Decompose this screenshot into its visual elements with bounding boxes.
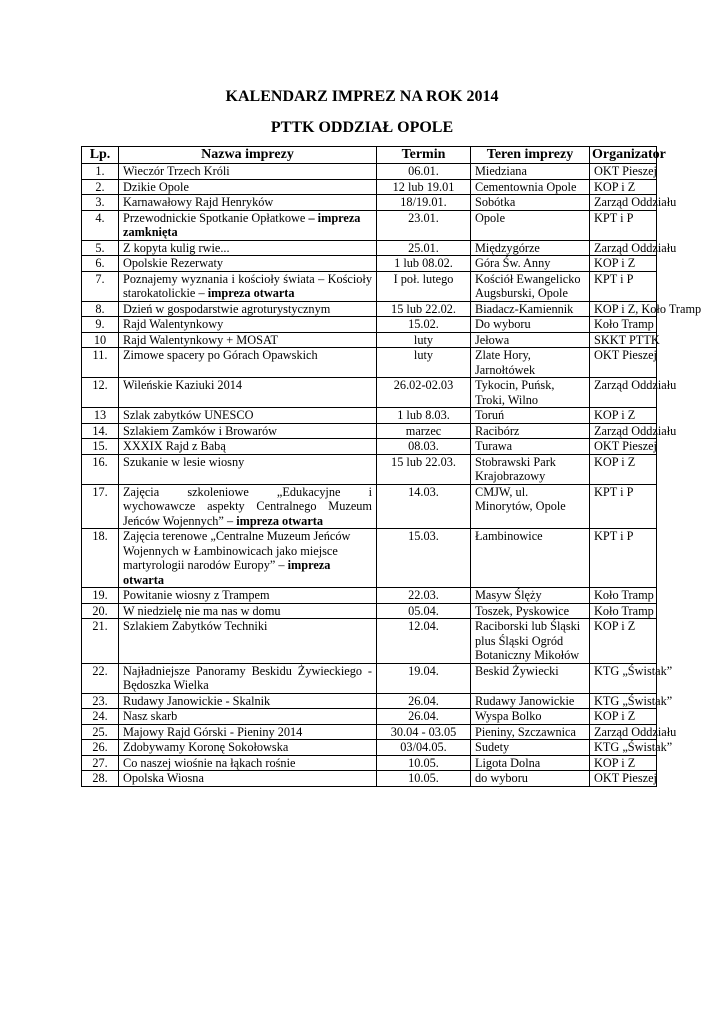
row-area: CMJW, ul. Minorytów, Opole <box>471 484 590 529</box>
row-term: 08.03. <box>377 439 471 455</box>
row-term: 15.03. <box>377 529 471 588</box>
row-area: Toruń <box>471 408 590 424</box>
row-area: Miedziana <box>471 164 590 180</box>
row-term: 10.05. <box>377 755 471 771</box>
header-area: Teren imprezy <box>471 147 590 164</box>
event-name: Poznajemy wyznania i kościoły świata – Kościoły starokatolickie – <box>123 271 372 300</box>
row-name: Zdobywamy Koronę Sokołowska <box>119 740 377 756</box>
row-area: Turawa <box>471 439 590 455</box>
row-organizer: Zarząd Oddziału <box>590 195 657 211</box>
row-organizer: Zarząd Oddziału <box>590 423 657 439</box>
row-area: Biadacz-Kamiennik <box>471 301 590 317</box>
row-term: 1 lub 8.03. <box>377 408 471 424</box>
row-area: Rudawy Janowickie <box>471 693 590 709</box>
row-name <box>119 271 377 301</box>
table-row <box>82 619 657 664</box>
row-term: 1 lub 08.02. <box>377 256 471 272</box>
row-organizer: KPT i P <box>590 271 657 301</box>
table-row <box>82 484 657 529</box>
row-name: Rudawy Janowickie - Skalnik <box>119 693 377 709</box>
row-term: 30.04 - 03.05 <box>377 724 471 740</box>
row-lp: 17. <box>82 484 119 529</box>
row-name: Z kopyta kulig rwie... <box>119 240 377 256</box>
row-lp: 21. <box>82 619 119 664</box>
row-lp: 4. <box>82 210 119 240</box>
row-area: Sudety <box>471 740 590 756</box>
table-row <box>82 439 657 455</box>
row-organizer: KOP i Z <box>590 408 657 424</box>
row-lp: 14. <box>82 423 119 439</box>
row-lp: 9. <box>82 317 119 333</box>
row-area: Racibórz <box>471 423 590 439</box>
row-term: marzec <box>377 423 471 439</box>
row-area: Wyspa Bolko <box>471 709 590 725</box>
row-organizer: KOP i Z <box>590 256 657 272</box>
row-name: Szlakiem Zamków i Browarów <box>119 423 377 439</box>
row-name: Rajd Walentynkowy <box>119 317 377 333</box>
row-term: luty <box>377 332 471 348</box>
row-name: Wieczór Trzech Króli <box>119 164 377 180</box>
row-lp: 23. <box>82 693 119 709</box>
row-lp: 8. <box>82 301 119 317</box>
event-name: Przewodnickie Spotkanie Opłatkowe <box>123 210 306 225</box>
row-area: Sobótka <box>471 195 590 211</box>
row-name: Szukanie w lesie wiosny <box>119 454 377 484</box>
row-area: Pieniny, Szczawnica <box>471 724 590 740</box>
row-organizer: KPT i P <box>590 484 657 529</box>
row-term: 25.01. <box>377 240 471 256</box>
event-note: – impreza zamknięta <box>123 210 361 239</box>
row-area: Zlate Hory, Jarnołtówek <box>471 348 590 378</box>
row-lp: 11. <box>82 348 119 378</box>
row-lp: 25. <box>82 724 119 740</box>
table-row <box>82 755 657 771</box>
row-name: Szlak zabytków UNESCO <box>119 408 377 424</box>
header-name: Nazwa imprezy <box>119 147 377 164</box>
event-note: impreza otwarta <box>123 558 331 587</box>
row-name: Dzikie Opole <box>119 179 377 195</box>
row-name: Opolska Wiosna <box>119 771 377 787</box>
row-area: Tykocin, Puńsk, Troki, Wilno <box>471 378 590 408</box>
row-term: I poł. lutego <box>377 271 471 301</box>
header-organizer: Organizator <box>590 147 657 164</box>
row-term: 15 lub 22.03. <box>377 454 471 484</box>
table-row <box>82 195 657 211</box>
row-term: 15.02. <box>377 317 471 333</box>
row-area: Raciborski lub Śląski plus Śląski Ogród Botaniczny Mikołów <box>471 619 590 664</box>
row-name: Powitanie wiosny z Trampem <box>119 588 377 604</box>
row-lp: 10 <box>82 332 119 348</box>
row-area: Międzygórze <box>471 240 590 256</box>
row-area: Cementownia Opole <box>471 179 590 195</box>
row-lp: 12. <box>82 378 119 408</box>
table-row <box>82 603 657 619</box>
row-organizer: Zarząd Oddziału <box>590 378 657 408</box>
table-row <box>82 454 657 484</box>
row-organizer: KOP i Z <box>590 454 657 484</box>
row-organizer: Koło Tramp <box>590 603 657 619</box>
row-lp: 3. <box>82 195 119 211</box>
row-term: 26.04. <box>377 693 471 709</box>
row-lp: 5. <box>82 240 119 256</box>
table-row <box>82 332 657 348</box>
row-organizer: OKT Pieszej <box>590 348 657 378</box>
row-term: 10.05. <box>377 771 471 787</box>
row-organizer: KOP i Z <box>590 755 657 771</box>
row-term: 12.04. <box>377 619 471 664</box>
row-organizer: KOP i Z <box>590 179 657 195</box>
row-organizer: KPT i P <box>590 210 657 240</box>
table-row <box>82 348 657 378</box>
row-name <box>119 210 377 240</box>
row-lp: 7. <box>82 271 119 301</box>
row-lp: 26. <box>82 740 119 756</box>
table-row <box>82 301 657 317</box>
row-term: 14.03. <box>377 484 471 529</box>
row-area: Beskid Żywiecki <box>471 663 590 693</box>
row-lp: 22. <box>82 663 119 693</box>
row-area: Łambinowice <box>471 529 590 588</box>
row-organizer: KPT i P <box>590 529 657 588</box>
row-lp: 15. <box>82 439 119 455</box>
row-name: W niedzielę nie ma nas w domu <box>119 603 377 619</box>
table-row <box>82 663 657 693</box>
row-name: Najładniejsze Panoramy Beskidu Żywieckiego - Będoszka Wielka <box>119 663 377 693</box>
row-area: do wyboru <box>471 771 590 787</box>
row-lp: 18. <box>82 529 119 588</box>
row-organizer: Koło Tramp <box>590 588 657 604</box>
event-note: impreza otwarta <box>207 286 295 300</box>
row-term: 23.01. <box>377 210 471 240</box>
row-organizer: OKT Pieszej <box>590 439 657 455</box>
table-row <box>82 693 657 709</box>
table-row <box>82 423 657 439</box>
table-row <box>82 588 657 604</box>
row-name: Dzień w gospodarstwie agroturystycznym <box>119 301 377 317</box>
row-name: Co naszej wiośnie na łąkach rośnie <box>119 755 377 771</box>
table-row <box>82 271 657 301</box>
row-lp: 2. <box>82 179 119 195</box>
page-title: KALENDARZ IMPREZ NA ROK 2014 <box>225 88 499 105</box>
table-row <box>82 724 657 740</box>
row-organizer: Zarząd Oddziału <box>590 240 657 256</box>
table-row <box>82 210 657 240</box>
row-lp: 27. <box>82 755 119 771</box>
row-term: 22.03. <box>377 588 471 604</box>
row-lp: 1. <box>82 164 119 180</box>
row-organizer: Zarząd Oddziału <box>590 724 657 740</box>
table-row <box>82 179 657 195</box>
table-row <box>82 709 657 725</box>
event-note: impreza otwarta <box>236 513 324 528</box>
table-header-row <box>82 147 657 164</box>
row-organizer: OKT Pieszej <box>590 771 657 787</box>
event-name: Zajęcia szkoleniowe „Edukacyjne i wychowawcze aspekty Centralnego Muzeum Jeńców Wojennych” – <box>123 484 372 528</box>
row-organizer: OKT Pieszej <box>590 164 657 180</box>
table-row <box>82 771 657 787</box>
row-term: luty <box>377 348 471 378</box>
row-lp: 28. <box>82 771 119 787</box>
row-name: Karnawałowy Rajd Henryków <box>119 195 377 211</box>
row-lp: 20. <box>82 603 119 619</box>
row-area: Masyw Ślęży <box>471 588 590 604</box>
table-row <box>82 317 657 333</box>
row-area: Ligota Dolna <box>471 755 590 771</box>
row-name: Rajd Walentynkowy + MOSAT <box>119 332 377 348</box>
row-term: 12 lub 19.01 <box>377 179 471 195</box>
table-row <box>82 240 657 256</box>
row-term: 18/19.01. <box>377 195 471 211</box>
row-name: Majowy Rajd Górski - Pieniny 2014 <box>119 724 377 740</box>
row-name: Wileńskie Kaziuki 2014 <box>119 378 377 408</box>
row-organizer: KTG „Świstak” <box>590 663 657 693</box>
row-name: Zimowe spacery po Górach Opawskich <box>119 348 377 378</box>
table-row <box>82 164 657 180</box>
table-row <box>82 740 657 756</box>
row-term: 26.04. <box>377 709 471 725</box>
page-subtitle: PTTK ODDZIAŁ OPOLE <box>270 119 454 136</box>
row-term: 06.01. <box>377 164 471 180</box>
row-organizer: SKKT PTTK <box>590 332 657 348</box>
row-lp: 13 <box>82 408 119 424</box>
row-name: Nasz skarb <box>119 709 377 725</box>
table-row <box>82 378 657 408</box>
row-term: 03/04.05. <box>377 740 471 756</box>
row-organizer: Koło Tramp <box>590 317 657 333</box>
row-name <box>119 529 377 588</box>
row-organizer: KOP i Z <box>590 709 657 725</box>
row-area: Jełowa <box>471 332 590 348</box>
row-area: Opole <box>471 210 590 240</box>
table-row <box>82 256 657 272</box>
header-term: Termin <box>377 147 471 164</box>
row-lp: 19. <box>82 588 119 604</box>
row-lp: 16. <box>82 454 119 484</box>
table-row <box>82 529 657 588</box>
event-name: Zajęcia terenowe „Centralne Muzeum Jeńców Wojennych w Łambinowicach jako miejsce martyrologii narodów Europy” – <box>123 529 351 572</box>
row-organizer: KOP i Z <box>590 619 657 664</box>
row-lp: 6. <box>82 256 119 272</box>
table-row <box>82 408 657 424</box>
row-term: 05.04. <box>377 603 471 619</box>
row-organizer: KTG „Świstak” <box>590 740 657 756</box>
header-lp: Lp. <box>82 147 119 164</box>
row-lp: 24. <box>82 709 119 725</box>
row-area: Kościół Ewangelicko Augsburski, Opole <box>471 271 590 301</box>
row-organizer: KOP i Z, Koło Tramp <box>590 301 657 317</box>
row-term: 15 lub 22.02. <box>377 301 471 317</box>
row-term: 19.04. <box>377 663 471 693</box>
row-area: Toszek, Pyskowice <box>471 603 590 619</box>
row-area: Stobrawski Park Krajobrazowy <box>471 454 590 484</box>
row-area: Góra Św. Anny <box>471 256 590 272</box>
events-table <box>81 146 702 787</box>
row-term: 26.02-02.03 <box>377 378 471 408</box>
row-name <box>119 484 377 529</box>
row-organizer: KTG „Świstak” <box>590 693 657 709</box>
row-area: Do wyboru <box>471 317 590 333</box>
row-name: Opolskie Rezerwaty <box>119 256 377 272</box>
row-name: XXXIX Rajd z Babą <box>119 439 377 455</box>
row-name: Szlakiem Zabytków Techniki <box>119 619 377 664</box>
